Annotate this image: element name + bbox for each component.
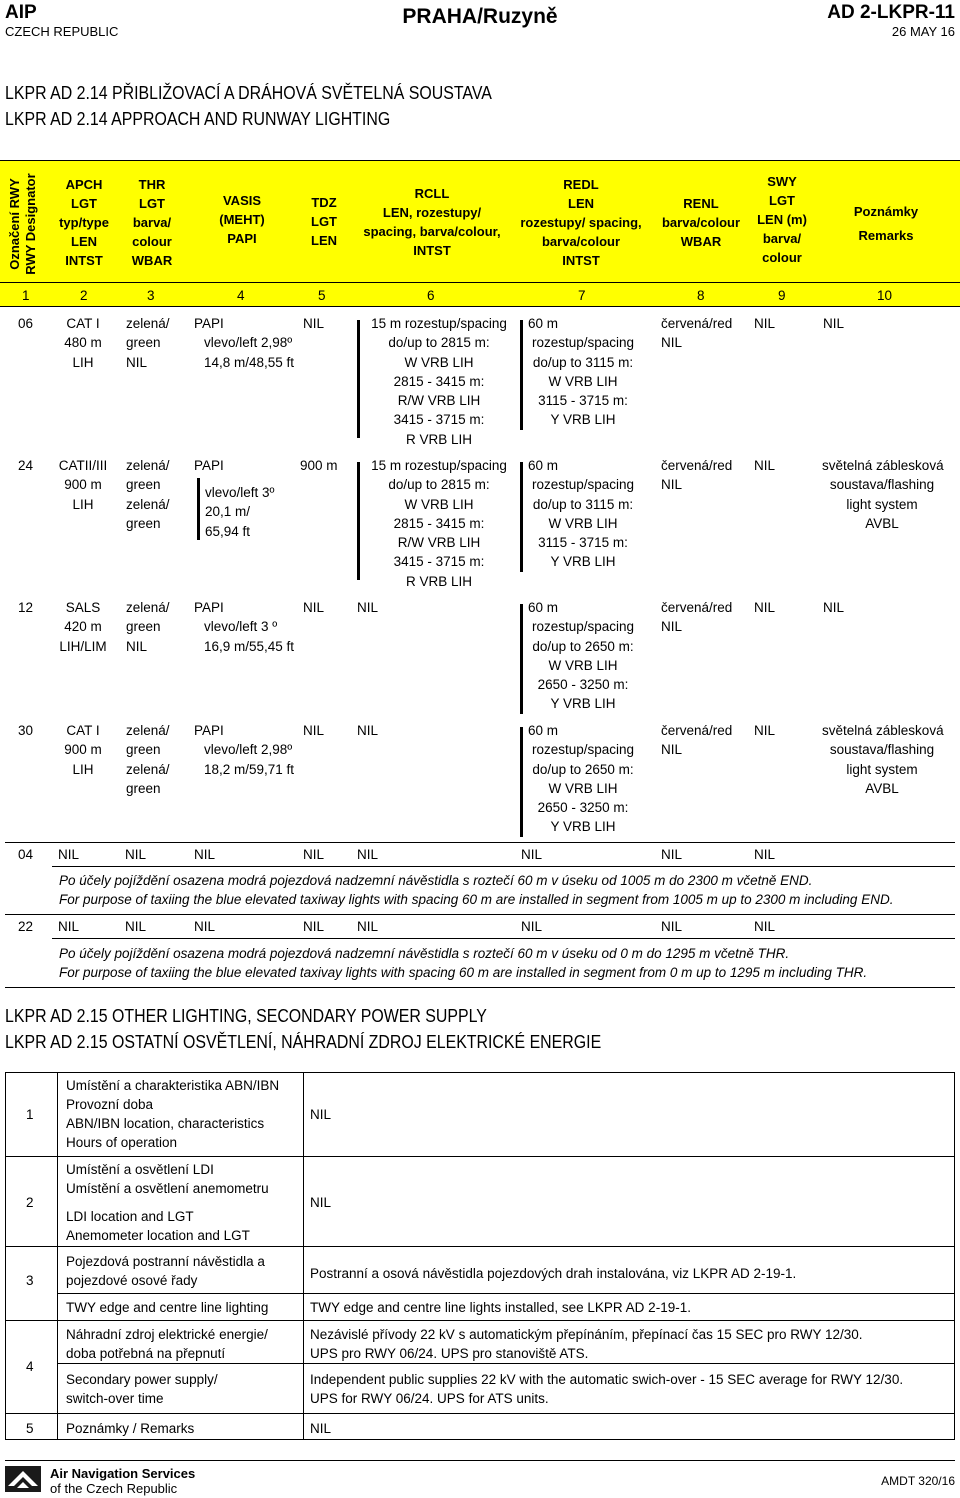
- taxi-note-cz: Po účely pojíždění osazena modrá pojezdová nadzemní návěstidla s roztečí 60 m v úseku od 1005 m do 2300 m včetně END.: [59, 873, 813, 888]
- row-number: 5: [26, 1421, 34, 1436]
- text-line: červená/red: [661, 600, 733, 615]
- papi-cell: [194, 314, 294, 372]
- tdz-cell: NIL: [303, 723, 325, 738]
- section-214-title-cz: LKPR AD 2.14 PŘIBLIŽOVACÍ A DRÁHOVÁ SVĚTELNÁ SOUSTAVA: [5, 82, 492, 103]
- row-rule-sub: [57, 1293, 954, 1294]
- aip-label: AIP: [5, 2, 37, 23]
- rwy-designator: 12: [18, 600, 34, 615]
- nil-cell: NIL: [125, 919, 147, 934]
- col-number: 4: [237, 288, 245, 303]
- table-215: [5, 1072, 955, 1440]
- designator-cz: Označení RWY: [7, 178, 22, 270]
- hdr-text: barva/: [762, 231, 802, 246]
- hdr-text: colour: [762, 250, 802, 265]
- text-line: 2815 - 3415 m:: [393, 515, 485, 531]
- swy-cell: NIL: [754, 316, 776, 331]
- papi-cell: [194, 721, 294, 779]
- text-line: světelná záblesková: [822, 458, 944, 473]
- col-number: 1: [22, 288, 30, 303]
- papi-cell: [205, 483, 274, 541]
- hdr-text: RCLL: [414, 186, 450, 201]
- section-215-title-en: LKPR AD 2.15 OTHER LIGHTING, SECONDARY POWER SUPPLY: [5, 1005, 487, 1026]
- nil-cell: NIL: [661, 919, 683, 934]
- section-215-title-cz: LKPR AD 2.15 OSTATNÍ OSVĚTLENÍ, NÁHRADNÍ ZDROJ ELEKTRICKÉ ENERGIE: [5, 1031, 602, 1052]
- apch-cell: [54, 598, 112, 656]
- hdr-text: INTST: [413, 243, 451, 258]
- change-bar: [520, 727, 523, 837]
- text-line: 3415 - 3715 m:: [393, 412, 485, 428]
- hdr-text: colour: [132, 234, 172, 249]
- text-line: zelená/: [126, 761, 170, 777]
- item-cell-en: [66, 1207, 250, 1245]
- hdr-text: PAPI: [227, 231, 257, 246]
- text-line: 15 m rozestup/spacing: [371, 316, 507, 331]
- nil-cell: NIL: [58, 847, 80, 862]
- swy-cell: NIL: [754, 458, 776, 473]
- ans-logo-icon: [5, 1466, 41, 1492]
- text-line: Anemometer location and LGT: [66, 1228, 250, 1243]
- text-line: světelná záblesková: [822, 723, 944, 738]
- hdr-text: Poznámky: [853, 204, 919, 219]
- row-rule: [5, 914, 955, 915]
- hdr-text: typ/type: [59, 215, 109, 230]
- text-line: rozestup/spacing: [531, 619, 635, 635]
- org-line: Air Navigation Services: [50, 1466, 196, 1481]
- value-cell: NIL: [310, 1421, 332, 1436]
- text-line: green: [126, 780, 161, 796]
- text-line: R/W VRB LIH: [397, 535, 481, 551]
- change-bar: [357, 462, 360, 580]
- text-line: UPS pro RWY 06/24. UPS pro stanoviště ATS.: [310, 1346, 589, 1361]
- item-cell-en: [66, 1370, 218, 1408]
- text-line: W VRB LIH: [548, 515, 618, 531]
- value-cell: NIL: [310, 1195, 332, 1210]
- row-rule: [52, 866, 955, 867]
- rcll-cell: [366, 456, 512, 591]
- hdr-text: WBAR: [131, 253, 173, 268]
- col-swy-header: [748, 172, 816, 267]
- text-line: NIL: [661, 335, 683, 351]
- nil-cell: NIL: [303, 847, 325, 862]
- text-line: 14,8 m/48,55 ft: [204, 354, 295, 370]
- rcll-cell: [366, 314, 512, 449]
- text-line: zelená/: [126, 316, 170, 331]
- thr-cell: [126, 721, 170, 798]
- rcll-cell: NIL: [357, 723, 379, 738]
- apch-cell: [54, 721, 112, 779]
- renl-cell: [661, 598, 732, 637]
- text-line: W VRB LIH: [548, 657, 618, 673]
- text-line: zelená/: [126, 723, 170, 738]
- text-line: do/up to 3115 m:: [532, 496, 634, 512]
- col-apch-header: [52, 175, 116, 270]
- item-cell: [66, 1325, 268, 1363]
- col-renl-header: [654, 194, 748, 251]
- text-line: 20,1 m/: [205, 504, 251, 520]
- designator-en: RWY Designator: [23, 173, 38, 275]
- header-right: [827, 2, 955, 39]
- row-rule: [5, 842, 955, 843]
- renl-cell: [661, 721, 732, 760]
- col-divider: [57, 1073, 58, 1439]
- text-line: 900 m: [64, 742, 102, 758]
- text-line: LIH: [72, 761, 94, 777]
- rwy-designator: 22: [18, 919, 34, 934]
- rwy-designator: 06: [18, 316, 34, 331]
- taxi-note-en: For purpose of taxiing the blue elevated taxiway lights with spacing 60 m are installed in segment from 1005 m up to 2300 m including END.: [59, 892, 894, 907]
- swy-cell: NIL: [754, 600, 776, 615]
- text-line: LDI location and LGT: [66, 1209, 194, 1224]
- papi-cell-label: PAPI: [194, 458, 224, 473]
- text-line: CAT I: [66, 316, 100, 331]
- text-line: Umístění a osvětlení LDI: [66, 1162, 214, 1177]
- text-line: Y VRB LIH: [550, 696, 616, 712]
- nil-cell: NIL: [521, 847, 543, 862]
- text-line: 60 m: [528, 600, 559, 615]
- text-line: switch-over time: [66, 1391, 164, 1406]
- text-line: vlevo/left 2,98º: [204, 335, 293, 351]
- text-line: 3415 - 3715 m:: [393, 554, 485, 570]
- text-line: soustava/flashing: [829, 477, 935, 493]
- text-line: CATII/III: [58, 458, 108, 473]
- text-line: NIL: [661, 742, 683, 758]
- hdr-text: barva/colour: [541, 234, 621, 249]
- text-line: AVBL: [865, 780, 899, 796]
- text-line: Secondary power supply/: [66, 1372, 218, 1387]
- change-bar: [520, 462, 523, 572]
- nil-cell: NIL: [194, 847, 216, 862]
- row-number: 3: [26, 1273, 34, 1288]
- redl-cell: [528, 598, 638, 714]
- value-cell-en: TWY edge and centre line lights installed, see LKPR AD 2-19-1.: [310, 1300, 691, 1315]
- text-line: vlevo/left 3º: [205, 485, 275, 500]
- nil-cell: NIL: [125, 847, 147, 862]
- text-line: NIL: [126, 638, 148, 654]
- text-line: 3115 - 3715 m:: [538, 393, 628, 409]
- hdr-text: LGT: [769, 193, 795, 208]
- text-line: Y VRB LIH: [550, 554, 616, 570]
- remarks-cell: NIL: [823, 316, 845, 331]
- rcll-cell: NIL: [357, 600, 379, 615]
- hdr-text: WBAR: [680, 234, 722, 249]
- row-rule: [6, 1413, 954, 1414]
- hdr-text: LEN, rozestupy/: [382, 205, 482, 220]
- aerodrome-name: PRAHA/Ruzyně: [402, 5, 558, 28]
- value-cell: NIL: [310, 1107, 332, 1122]
- text-line: do/up to 2650 m:: [532, 638, 634, 654]
- nil-cell: NIL: [661, 847, 683, 862]
- text-line: 2815 - 3415 m:: [393, 373, 485, 389]
- text-line: LIH: [72, 354, 94, 370]
- text-line: 900 m: [64, 477, 102, 493]
- text-line: green: [126, 619, 161, 635]
- text-line: 18,2 m/59,71 ft: [204, 761, 295, 777]
- hdr-text: LEN (m): [757, 212, 807, 227]
- text-line: 480 m: [64, 335, 102, 351]
- section-214-title-en: LKPR AD 2.14 APPROACH AND RUNWAY LIGHTING: [5, 108, 391, 129]
- hdr-text: rozestupy/ spacing,: [520, 215, 642, 230]
- tdz-cell: 900 m: [300, 458, 338, 473]
- text-line: 2650 - 3250 m:: [537, 800, 629, 816]
- text-line: rozestup/spacing: [531, 742, 635, 758]
- hdr-text: barva/: [132, 215, 172, 230]
- value-cell-en: [310, 1370, 903, 1408]
- text-line: do/up to 2815 m:: [388, 477, 490, 493]
- text-line: 3115 - 3715 m:: [538, 535, 628, 551]
- row-rule-sub: [57, 1363, 954, 1364]
- text-line: rozestup/spacing: [531, 335, 635, 351]
- text-line: NIL: [661, 619, 683, 635]
- redl-cell: [528, 721, 638, 837]
- amendment-number: AMDT 320/16: [881, 1474, 955, 1488]
- text-line: rozestup/spacing: [531, 477, 635, 493]
- text-line: 60 m: [528, 458, 559, 473]
- text-line: light system: [846, 496, 918, 512]
- text-line: light system: [846, 761, 918, 777]
- text-line: zelená/: [126, 600, 170, 615]
- text-line: červená/red: [661, 316, 733, 331]
- hdr-text: LGT: [311, 214, 337, 229]
- text-line: 60 m: [528, 723, 559, 738]
- text-line: 15 m rozestup/spacing: [371, 458, 507, 473]
- text-line: W VRB LIH: [404, 496, 474, 512]
- text-line: PAPI: [194, 316, 224, 331]
- text-line: Umístění a osvětlení anemometru: [66, 1181, 269, 1196]
- hdr-text: LEN: [71, 234, 97, 249]
- swy-cell: NIL: [754, 723, 776, 738]
- hdr-text: (MEHT): [219, 212, 265, 227]
- row-number: 1: [26, 1107, 34, 1122]
- hdr-text: VASIS: [222, 193, 262, 208]
- col-thr-header: [118, 175, 186, 270]
- thr-cell: [126, 456, 170, 533]
- remarks-cell: [822, 721, 942, 798]
- col-number: 3: [147, 288, 155, 303]
- col-rcll-header: [350, 184, 514, 260]
- text-line: vlevo/left 3 º: [204, 619, 278, 635]
- table-214-top-rule: [0, 160, 960, 161]
- hdr-text: TDZ: [311, 195, 337, 210]
- text-line: Independent public supplies 22 kV with the automatic swich-over - 15 SEC average for RWY 12/30.: [310, 1372, 904, 1387]
- text-line: Náhradní zdroj elektrické energie/: [66, 1327, 268, 1342]
- page-ref: AD 2-LKPR-11: [827, 2, 955, 23]
- text-line: červená/red: [661, 723, 733, 738]
- text-line: green: [126, 515, 161, 531]
- footer-org: [50, 1466, 195, 1496]
- redl-cell: [528, 314, 638, 430]
- text-line: zelená/: [126, 458, 170, 473]
- item-cell: [66, 1160, 269, 1198]
- nil-cell: NIL: [58, 919, 80, 934]
- row-rule: [6, 1246, 954, 1247]
- tdz-cell: NIL: [303, 316, 325, 331]
- hdr-text: SWY: [767, 174, 797, 189]
- item-cell-en: TWY edge and centre line lighting: [66, 1300, 269, 1315]
- value-cell: Postranní a osová návěstidla pojezdových drah instalována, viz LKPR AD 2-19-1.: [310, 1266, 797, 1281]
- hdr-text: RENL: [683, 196, 719, 211]
- text-line: 2650 - 3250 m:: [537, 677, 629, 693]
- apch-cell: [54, 456, 112, 514]
- text-line: green: [126, 335, 161, 351]
- table-214-colnum-rule: [0, 306, 960, 307]
- item-cell: Poznámky / Remarks: [66, 1421, 195, 1436]
- renl-cell: [661, 456, 732, 495]
- apch-cell: [58, 314, 108, 372]
- nil-cell: NIL: [357, 919, 379, 934]
- nil-cell: NIL: [754, 919, 776, 934]
- hdr-text: APCH: [65, 177, 103, 192]
- text-line: Provozní doba: [66, 1097, 154, 1112]
- text-line: vlevo/left 2,98º: [204, 742, 293, 758]
- row-rule: [6, 1320, 954, 1321]
- text-line: SALS: [65, 600, 101, 615]
- col-number: 6: [427, 288, 435, 303]
- change-bar: [520, 604, 523, 714]
- remarks-cell: [822, 456, 942, 533]
- row-rule: [6, 1156, 954, 1157]
- nil-cell: NIL: [521, 919, 543, 934]
- row-number: 4: [26, 1359, 34, 1374]
- text-line: Y VRB LIH: [550, 819, 616, 835]
- col-number: 9: [778, 288, 786, 303]
- hdr-text: Remarks: [858, 228, 914, 243]
- col-redl-header: [506, 175, 656, 270]
- col-tdz-header: [296, 193, 352, 250]
- text-line: W VRB LIH: [404, 354, 474, 370]
- col-number: 8: [697, 288, 705, 303]
- thr-cell: [126, 598, 170, 656]
- text-line: soustava/flashing: [829, 742, 935, 758]
- remarks-cell: NIL: [823, 600, 845, 615]
- item-cell: [66, 1252, 265, 1290]
- change-bar: [357, 320, 360, 438]
- text-line: UPS for RWY 06/24. UPS for ATS units.: [310, 1391, 549, 1406]
- col-number: 5: [318, 288, 326, 303]
- col-number: 7: [578, 288, 586, 303]
- country-label: CZECH REPUBLIC: [5, 24, 119, 39]
- table-214-header-rule: [0, 282, 960, 283]
- text-line: PAPI: [194, 723, 224, 738]
- col-number: 2: [80, 288, 88, 303]
- hdr-text: LEN: [568, 196, 594, 211]
- text-line: R VRB LIH: [405, 573, 473, 589]
- col-remarks-header: [816, 200, 956, 248]
- hdr-text: LEN: [311, 233, 337, 248]
- hdr-text: LGT: [71, 196, 97, 211]
- text-line: NIL: [661, 477, 683, 493]
- change-bar: [520, 320, 523, 430]
- col-papi-header: [190, 191, 294, 248]
- text-line: LIH/LIM: [59, 638, 107, 654]
- text-line: R/W VRB LIH: [397, 393, 481, 409]
- hdr-text: INTST: [562, 253, 600, 268]
- table-bottom-rule: [5, 987, 955, 988]
- text-line: Hours of operation: [66, 1135, 178, 1150]
- redl-cell: [528, 456, 638, 572]
- hdr-text: THR: [138, 177, 166, 192]
- hdr-text: REDL: [563, 177, 599, 192]
- page-date: 26 MAY 16: [891, 24, 955, 39]
- nil-cell: NIL: [194, 919, 216, 934]
- text-line: pojezdové osové řady: [66, 1273, 198, 1288]
- text-line: Pojezdová postranní návěstidla a: [66, 1254, 265, 1269]
- hdr-text: barva/colour: [661, 215, 741, 230]
- text-line: W VRB LIH: [548, 373, 618, 389]
- text-line: do/up to 3115 m:: [532, 354, 634, 370]
- text-line: zelená/: [126, 496, 170, 512]
- taxi-note-en: For purpose of taxiing the blue elevated taxivay lights with spacing 60 m are installed in segment from 0 m up to 1295 m including THR.: [59, 965, 868, 980]
- text-line: 65,94 ft: [205, 523, 251, 539]
- row-rule: [52, 938, 955, 939]
- text-line: doba potřebná na přepnutí: [66, 1346, 226, 1361]
- nil-cell: NIL: [303, 919, 325, 934]
- text-line: do/up to 2815 m:: [388, 335, 490, 351]
- rwy-designator: 30: [18, 723, 34, 738]
- rwy-designator: 24: [18, 458, 34, 473]
- footer-rule: [5, 1460, 955, 1461]
- papi-cell: [194, 598, 294, 656]
- renl-cell: [661, 314, 732, 353]
- item-cell: [66, 1076, 279, 1152]
- change-bar: [197, 478, 200, 540]
- text-line: červená/red: [661, 458, 733, 473]
- org-line: of the Czech Republic: [50, 1481, 178, 1496]
- text-line: LIH: [72, 496, 94, 512]
- nil-cell: NIL: [754, 847, 776, 862]
- hdr-text: spacing, barva/colour,: [363, 224, 501, 239]
- col-number: 10: [877, 288, 893, 303]
- nil-cell: NIL: [357, 847, 379, 862]
- text-line: Y VRB LIH: [550, 412, 616, 428]
- text-line: Nezávislé přívody 22 kV s automatickým přepínáním, přepínací čas 15 SEC pro RWY 12/30.: [310, 1327, 863, 1342]
- text-line: NIL: [126, 354, 148, 370]
- text-line: AVBL: [865, 515, 899, 531]
- text-line: Umístění a charakteristika ABN/IBN: [66, 1078, 280, 1093]
- text-line: R VRB LIH: [405, 431, 473, 447]
- text-line: CAT I: [66, 723, 100, 738]
- row-number: 2: [26, 1195, 34, 1210]
- rwy-designator: 04: [18, 847, 34, 862]
- text-line: W VRB LIH: [548, 780, 618, 796]
- text-line: green: [126, 477, 161, 493]
- text-line: 60 m: [528, 316, 559, 331]
- taxi-note-cz: Po účely pojíždění osazena modrá pojezdová nadzemní návěstidla s roztečí 60 m v úseku od 0 m do 1295 m včetně THR.: [59, 946, 790, 961]
- hdr-text: INTST: [65, 253, 103, 268]
- col-designator-header: [0, 160, 46, 282]
- tdz-cell: NIL: [303, 600, 325, 615]
- text-line: 16,9 m/55,45 ft: [204, 638, 295, 654]
- text-line: ABN/IBN location, characteristics: [66, 1116, 265, 1131]
- text-line: 420 m: [64, 619, 102, 635]
- text-line: do/up to 2650 m:: [532, 761, 634, 777]
- value-cell: [310, 1325, 863, 1363]
- col-divider: [303, 1073, 304, 1439]
- hdr-text: LGT: [139, 196, 165, 211]
- text-line: PAPI: [194, 600, 224, 615]
- text-line: green: [126, 742, 161, 758]
- thr-cell: [126, 314, 170, 372]
